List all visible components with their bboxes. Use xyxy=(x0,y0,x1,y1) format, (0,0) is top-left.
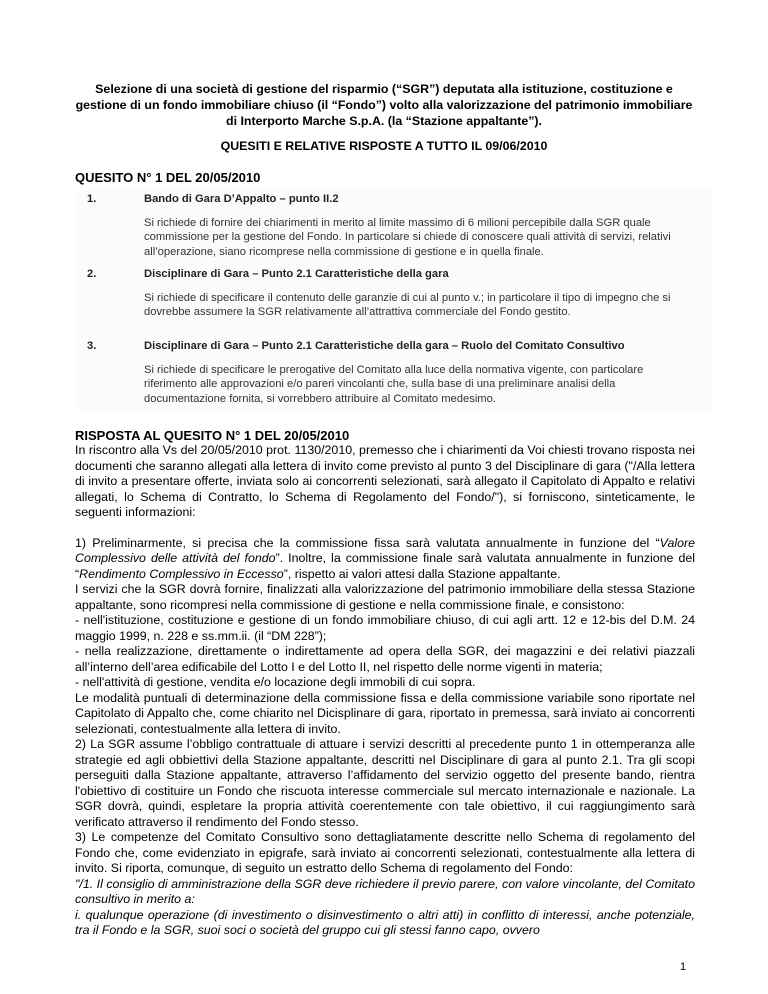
answer-paragraph-1: 1) Preliminarmente, si precisa che la commissione fissa sarà valutata annualmente in funzione del “Valore Complessivo delle attività del fondo”. Inoltre, la commissione finale sarà valutata annualmente in funzione del “Rendimento Complessivo in Eccesso”, rispetto ai valori attesi dalla Stazione appaltante. xyxy=(75,535,695,581)
question-body: Si richiede di specificare le prerogative del Comitato alla luce della normativa vigente, con particolare riferimento alle approvazioni e/o pareri vincolanti che, sulla base di una preliminare analisi della documentazione fornita, si vorrebbero attribuire al Comitato medesimo. xyxy=(144,364,644,405)
question-body: Si richiede di specificare il contenuto delle garanzie di cui al punto v.; in particolare il tipo di impegno che si dovrebbe assumere la SGR relativamente all’attrattiva commerciale del Fondo gestito. xyxy=(144,292,671,319)
question-heading: Disciplinare di Gara – Punto 2.1 Caratteristiche della gara – Ruolo del Comitato Consultivo xyxy=(144,340,625,352)
answer-intro: In riscontro alla Vs del 20/05/2010 prot. 1130/2010, premesso che i chiarimenti da Voi chiesti trovano risposta nei documenti che saranno allegati alla lettera di invito come previsto al punto 3 del Disciplinare di gara ("/Alla lettera di invito a presentare offerte, inviata solo ai concorrenti selezionati, sarà allegato il Capitolato di Appalto e relativi allegati, lo Schema di Contratto, lo Schema di Regolamento del Fondo/"), si forniscono, sinteticamente, le seguenti informazioni: xyxy=(75,443,695,519)
scanned-questions-image xyxy=(77,190,712,412)
answer-bullet: - nell'istituzione, costituzione e gestione di un fondo immobiliare chiuso, di cui agli artt. 12 e 12-bis del D.M. 24 maggio 1999, n. 228 e ss.mm.ii. (il “DM 228”); xyxy=(75,613,695,643)
document-subtitle: QUESITI E RELATIVE RISPOSTE A TUTTO IL 09/06/2010 xyxy=(220,139,548,153)
quesito-heading: QUESITO N° 1 DEL 20/05/2010 xyxy=(75,170,261,185)
question-number: 3. xyxy=(87,340,97,352)
question-number: 2. xyxy=(87,268,97,280)
question-heading: Bando di Gara D’Appalto – punto II.2 xyxy=(144,193,339,205)
question-heading: Disciplinare di Gara – Punto 2.1 Caratteristiche della gara xyxy=(144,268,449,280)
regulation-excerpt: "/1. Il consiglio di amministrazione della SGR deve richiedere il previo parere, con valore vincolante, del Comitato consultivo in merito a: xyxy=(75,876,695,906)
question-body: Si richiede di fornire dei chiarimenti in merito al limite massimo di 6 milioni percepibile dalla SGR quale commissione per la gestione del Fondo. In particolare si chiede di conoscere quali attività di servizi, relativi all’operazione, siano ricomprese nella commissione di gestione e in quella finale. xyxy=(144,217,671,258)
answer-bullet: - nella realizzazione, direttamente o indirettamente ad opera della SGR, dei magazzini e dei relativi piazzali all’interno dell’area edificabile del Lotto I e del Lotto II, nel rispetto delle norme vigenti in materia; xyxy=(75,644,695,674)
question-number: 1. xyxy=(87,193,97,205)
answer-paragraph-2: 2) La SGR assume l’obbligo contrattuale di attuare i servizi descritti al precedente punto 1 in ottemperanza alle strategie ed agli obbiettivi della Stazione appaltante, descritti nel Disciplinare di gara al punto 2.1. Tra gli scopi perseguiti dalla Stazione appaltante, attraverso l’affidamento del servizio oggetto del presente bando, rientra l'obiettivo di costituire un Fondo che riscuota interesse commerciale sul mercato internazionale e nazionale. La SGR dovrà, quindi, espletare la propria attività coerentemente con tale obiettivo, il cui raggiungimento sarà verificato attraverso il rendimento del Fondo stesso. xyxy=(75,737,695,829)
regulation-excerpt-item: i. qualunque operazione (di investimento o disinvestimento o altri atti) in conflitto di interessi, anche potenziale, tra il Fondo e la SGR, suoi soci o società del gruppo cui gli stessi fanno capo, ovvero xyxy=(75,907,695,937)
answer-paragraph: I servizi che la SGR dovrà fornire, finalizzati alla valorizzazione del patrimonio immobiliare della stessa Stazione appaltante, sono ricompresi nella commissione di gestione e nella commissione finale, e consistono: xyxy=(75,582,695,612)
risposta-heading: RISPOSTA AL QUESITO N° 1 DEL 20/05/2010 xyxy=(75,428,350,443)
page-number: 1 xyxy=(680,961,687,973)
answer-paragraph-3: 3) Le competenze del Comitato Consultivo sono dettagliatamente descritte nello Schema di regolamento del Fondo che, come evidenziato in epigrafe, sarà inviato ai concorrenti selezionati, contestualmente alla lettera di invito. Si riporta, comunque, di seguito un estratto dello Schema di regolamento del Fondo: xyxy=(75,830,695,875)
document-title: Selezione di una società di gestione del risparmio (“SGR”) deputata alla istituzione, costituzione e gestione di un fondo immobiliare chiuso (il “Fondo”) volto alla valorizzazione del patrimonio immobiliare di Interporto Marche S.p.A. (la “Stazione appaltante”). xyxy=(75,82,693,128)
answer-bullet: - nell'attività di gestione, vendita e/o locazione degli immobili di cui sopra. xyxy=(75,675,476,689)
answer-body xyxy=(75,443,695,939)
answer-paragraph: Le modalità puntuali di determinazione della commissione fissa e della commissione variabile sono riportate nel Capitolato di Appalto che, come chiarito nel Dicisplinare di gara, riportato in premessa, sarà inviato ai concorrenti selezionati, contestualmente alla lettera di invito. xyxy=(75,690,695,736)
